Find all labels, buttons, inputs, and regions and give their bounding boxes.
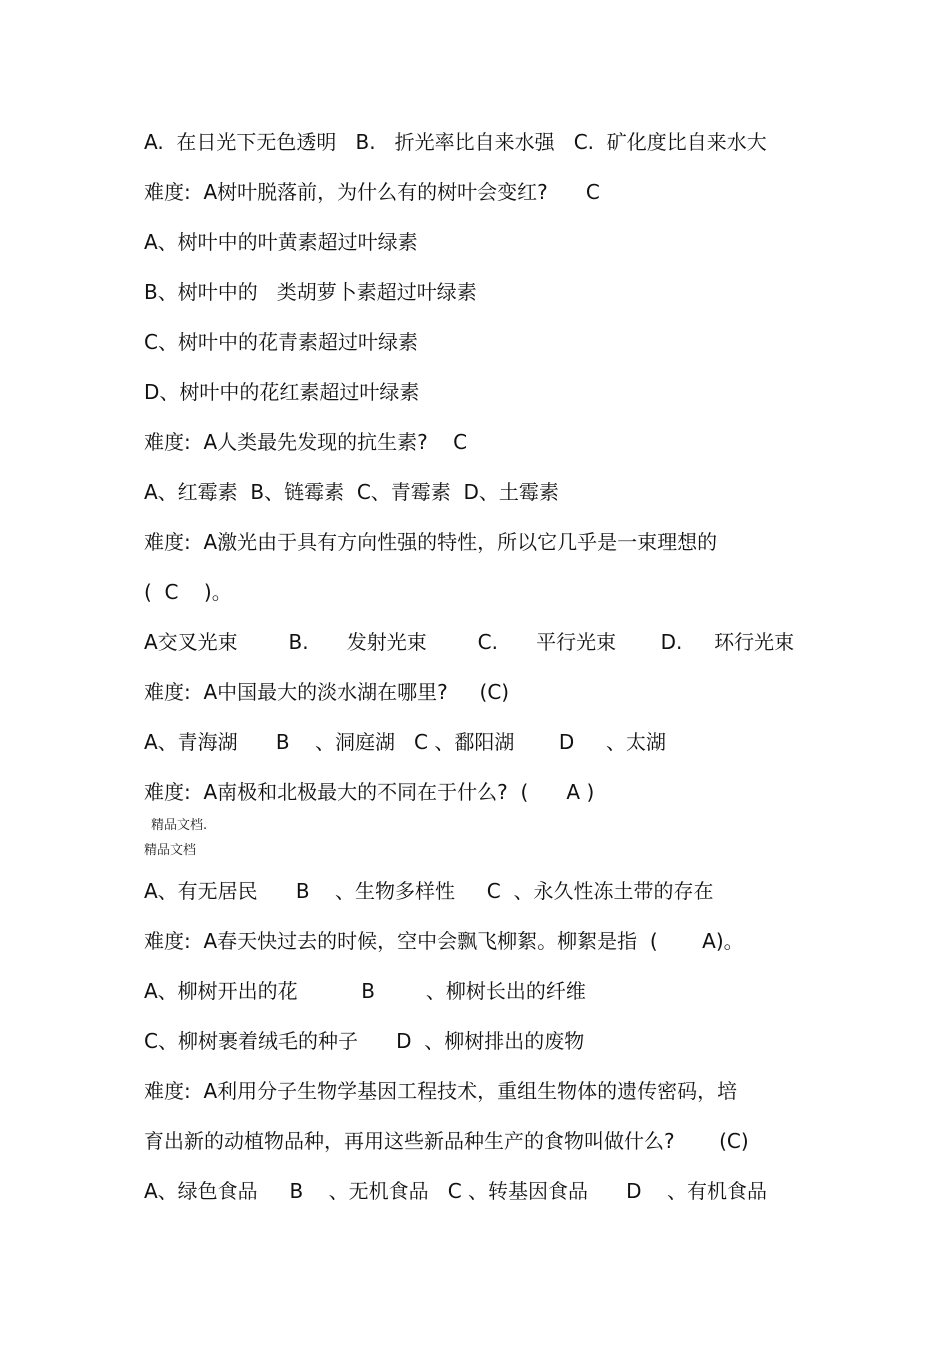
page-label-top: 精品文档. [151,818,208,833]
text-line-9: 难度: A激光由于具有方向性强的特性，所以它几乎是一束理想的 [144,530,718,554]
page-label-bottom: 精品文档 [144,843,197,858]
text-line-15: A、有无居民 B 、生物多样性 C 、永久性冻土带的存在 [144,879,714,903]
text-line-8: A、红霉素 B、链霉素 C、青霉素 D、土霉素 [144,480,559,504]
text-line-6: D、树叶中的花红素超过叶绿素 [144,380,420,404]
text-line-7: 难度: A人类最先发现的抗生素? C [144,430,468,454]
text-line-4: B、树叶中的 类胡萝卜素超过叶绿素 [144,280,477,304]
text-line-14: 难度: A南极和北极最大的不同在于什么? ( A ) [144,780,595,804]
text-line-16: 难度: A春天快过去的时候，空中会飘飞柳絮。柳絮是指 ( A)。 [144,929,744,953]
text-line-10: ( C )。 [144,580,232,604]
text-line-21: A、绿色食品 B 、无机食品 C 、转基因食品 D 、有机食品 [144,1179,767,1203]
text-line-11: A交叉光束 B. 发射光束 C. 平行光束 D. 环行光束 [144,630,795,654]
text-line-20: 育出新的动植物品种，再用这些新品种生产的食物叫做什么? (C) [144,1129,749,1153]
text-line-12: 难度: A中国最大的淡水湖在哪里? (C) [144,680,510,704]
text-line-2: 难度: A树叶脱落前，为什么有的树叶会变红? C [144,180,600,204]
text-line-19: 难度: A利用分子生物学基因工程技术，重组生物体的遗传密码，培 [144,1079,738,1103]
text-line-1: A. 在日光下无色透明 B. 折光率比自来水强 C. 矿化度比自来水大 [144,130,767,154]
text-line-17: A、柳树开出的花 B 、柳树长出的纤维 [144,979,586,1003]
text-line-18: C、柳树裹着绒毛的种子 D 、柳树排出的废物 [144,1029,585,1053]
text-line-13: A、青海湖 B 、洞庭湖 C 、鄱阳湖 D 、太湖 [144,730,667,754]
text-line-5: C、树叶中的花青素超过叶绿素 [144,330,418,354]
text-line-3: A、树叶中的叶黄素超过叶绿素 [144,230,418,254]
